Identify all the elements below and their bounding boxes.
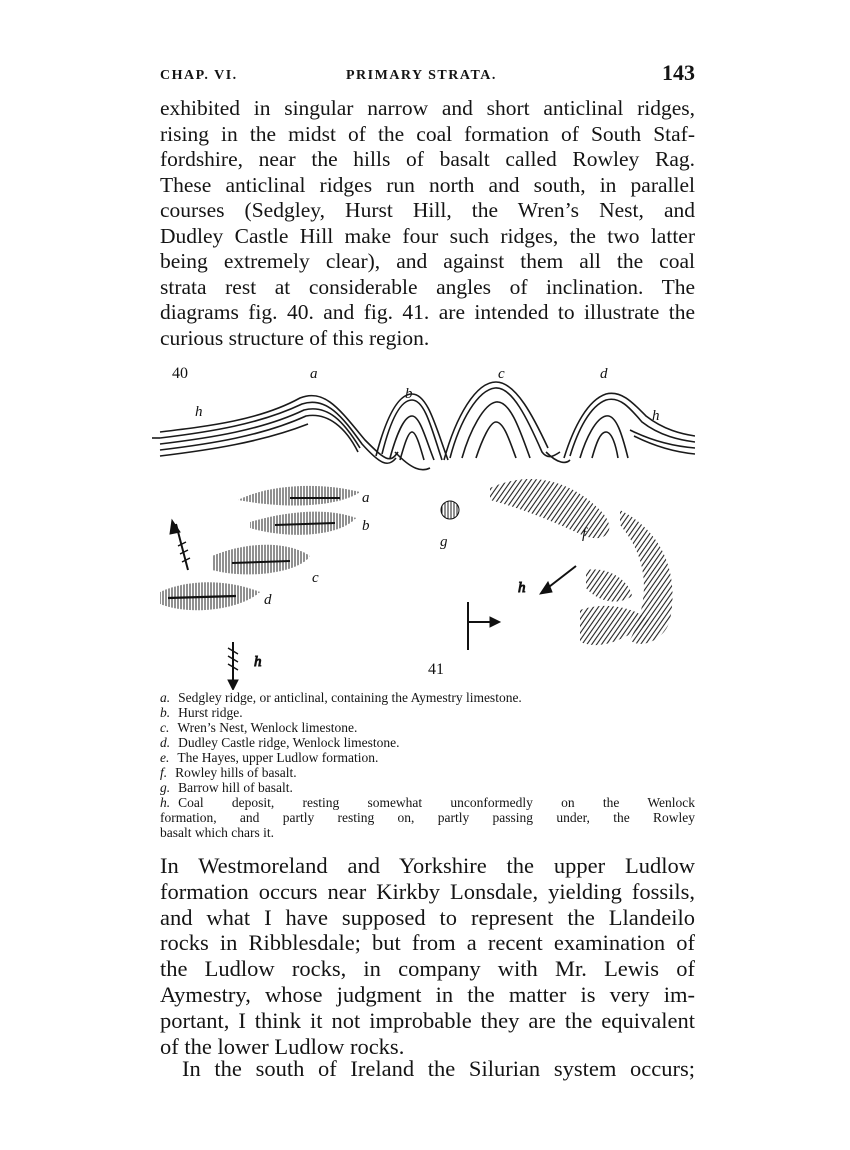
text-line: exhibited in singular narrow and short anticlinal ridges, [160, 96, 695, 120]
figure-40-number: 40 [172, 365, 188, 382]
text-line: In the south of Ireland the Silurian system occurs; [182, 1056, 695, 1081]
legend-continuation: formation, and partly resting on, partly passing under, the Rowley [160, 810, 695, 825]
fig40-label-h-left: h [195, 404, 203, 420]
fig40-label-a: a [310, 366, 318, 382]
figure-legend [160, 690, 695, 840]
legend-text: Hurst ridge. [178, 705, 243, 720]
legend-item [160, 765, 695, 780]
running-title: PRIMARY STRATA. [346, 68, 497, 83]
legend-text: Coal deposit, resting somewhat unconformedly on the Wenlock [178, 795, 695, 810]
fig41-label-b: b [362, 518, 370, 534]
text-line: These anticlinal ridges run north and south, in parallel [160, 172, 695, 197]
legend-continuation: basalt which chars it. [160, 825, 274, 840]
rowley-hills-f [490, 479, 673, 645]
fig41-label-c: c [312, 570, 319, 586]
legend-key: b. [160, 705, 171, 720]
paragraph-1 [160, 96, 695, 351]
text-line: fordshire, near the hills of basalt called Rowley Rag. [160, 147, 695, 171]
text-line: rising in the midst of the coal formation of South Staf- [160, 121, 695, 146]
text-line: Dudley Castle Hill make four such ridges, the two latter [160, 223, 695, 248]
legend-item [160, 795, 695, 810]
dip-arrow-icon [518, 566, 576, 596]
legend-text: The Hayes, upper Ludlow formation. [177, 750, 379, 765]
fig41-label-g: g [440, 534, 448, 550]
running-header [160, 58, 695, 88]
fig41-label-a: a [362, 490, 370, 506]
chapter-label: CHAP. VI. [160, 68, 238, 83]
ridge-a [238, 486, 370, 506]
basalt-g-icon [440, 501, 459, 550]
text-line: In Westmoreland and Yorkshire the upper Ludlow [160, 853, 695, 878]
fig40-label-c: c [498, 366, 505, 382]
fig41-label-h-center: h [518, 580, 526, 596]
text-line: strata rest at considerable angles of inclination. The [160, 274, 695, 299]
text-line: being extremely clear), and against them all the coal [160, 249, 695, 273]
fig41-label-d: d [264, 592, 272, 608]
legend-key: c. [160, 720, 170, 735]
fig41-label-f: f [582, 526, 587, 542]
south-arrow-icon [228, 642, 262, 690]
paragraph-3 [160, 1056, 695, 1082]
legend-key: e. [160, 750, 170, 765]
text-line: and what I have supposed to represent the Llandeilo [160, 904, 695, 930]
figure-40-section [152, 365, 695, 470]
legend-item [160, 750, 695, 765]
figure-41-plan [160, 479, 673, 690]
paragraph-2 [160, 853, 695, 1059]
text-line: portant, I think it not improbable they are the equivalent [160, 1007, 695, 1033]
figure-41-number: 41 [428, 661, 444, 678]
legend-item [160, 690, 695, 705]
text-line: the Ludlow rocks, in company with Mr. Lewis of [160, 956, 695, 982]
legend-text: Sedgley ridge, or anticlinal, containing the Aymestry limestone. [178, 690, 522, 705]
legend-text: Dudley Castle ridge, Wenlock limestone. [178, 735, 400, 750]
legend-key: g. [160, 780, 171, 795]
text-line: of the lower Ludlow rocks. [160, 1033, 405, 1059]
text-line: Aymestry, whose judgment in the matter is very im- [160, 981, 695, 1007]
legend-key: d. [160, 735, 171, 750]
east-arrow-icon [468, 602, 500, 650]
north-arrow-icon [170, 520, 190, 570]
fig40-label-d: d [600, 366, 608, 382]
ridge-c [212, 545, 319, 586]
legend-key: f. [160, 765, 168, 780]
text-line: courses (Sedgley, Hurst Hill, the Wren’s Nest, and [160, 198, 695, 222]
text-line: formation occurs near Kirkby Lonsdale, yielding fossils, [160, 878, 695, 904]
legend-text: Wren’s Nest, Wenlock limestone. [177, 720, 358, 735]
strata-lines [152, 382, 695, 470]
text-line: curious structure of this region. [160, 325, 430, 350]
legend-key: h. [160, 795, 171, 810]
text-line: rocks in Ribblesdale; but from a recent examination of [160, 930, 695, 956]
legend-text: Barrow hill of basalt. [178, 780, 293, 795]
fig41-label-h-bottom: h [254, 654, 262, 670]
legend-text: Rowley hills of basalt. [175, 765, 297, 780]
text-line: diagrams fig. 40. and fig. 41. are intended to illustrate the [160, 300, 695, 324]
ridge-b [250, 512, 370, 535]
page-number: 143 [662, 60, 695, 85]
legend-item [160, 720, 695, 735]
fig40-label-b: b [405, 386, 413, 402]
fig40-label-h-right: h [652, 408, 660, 424]
legend-item [160, 735, 695, 750]
legend-item [160, 780, 695, 795]
legend-item [160, 705, 695, 720]
geology-figures [150, 360, 695, 690]
ridge-d [160, 582, 272, 610]
legend-key: a. [160, 690, 171, 705]
